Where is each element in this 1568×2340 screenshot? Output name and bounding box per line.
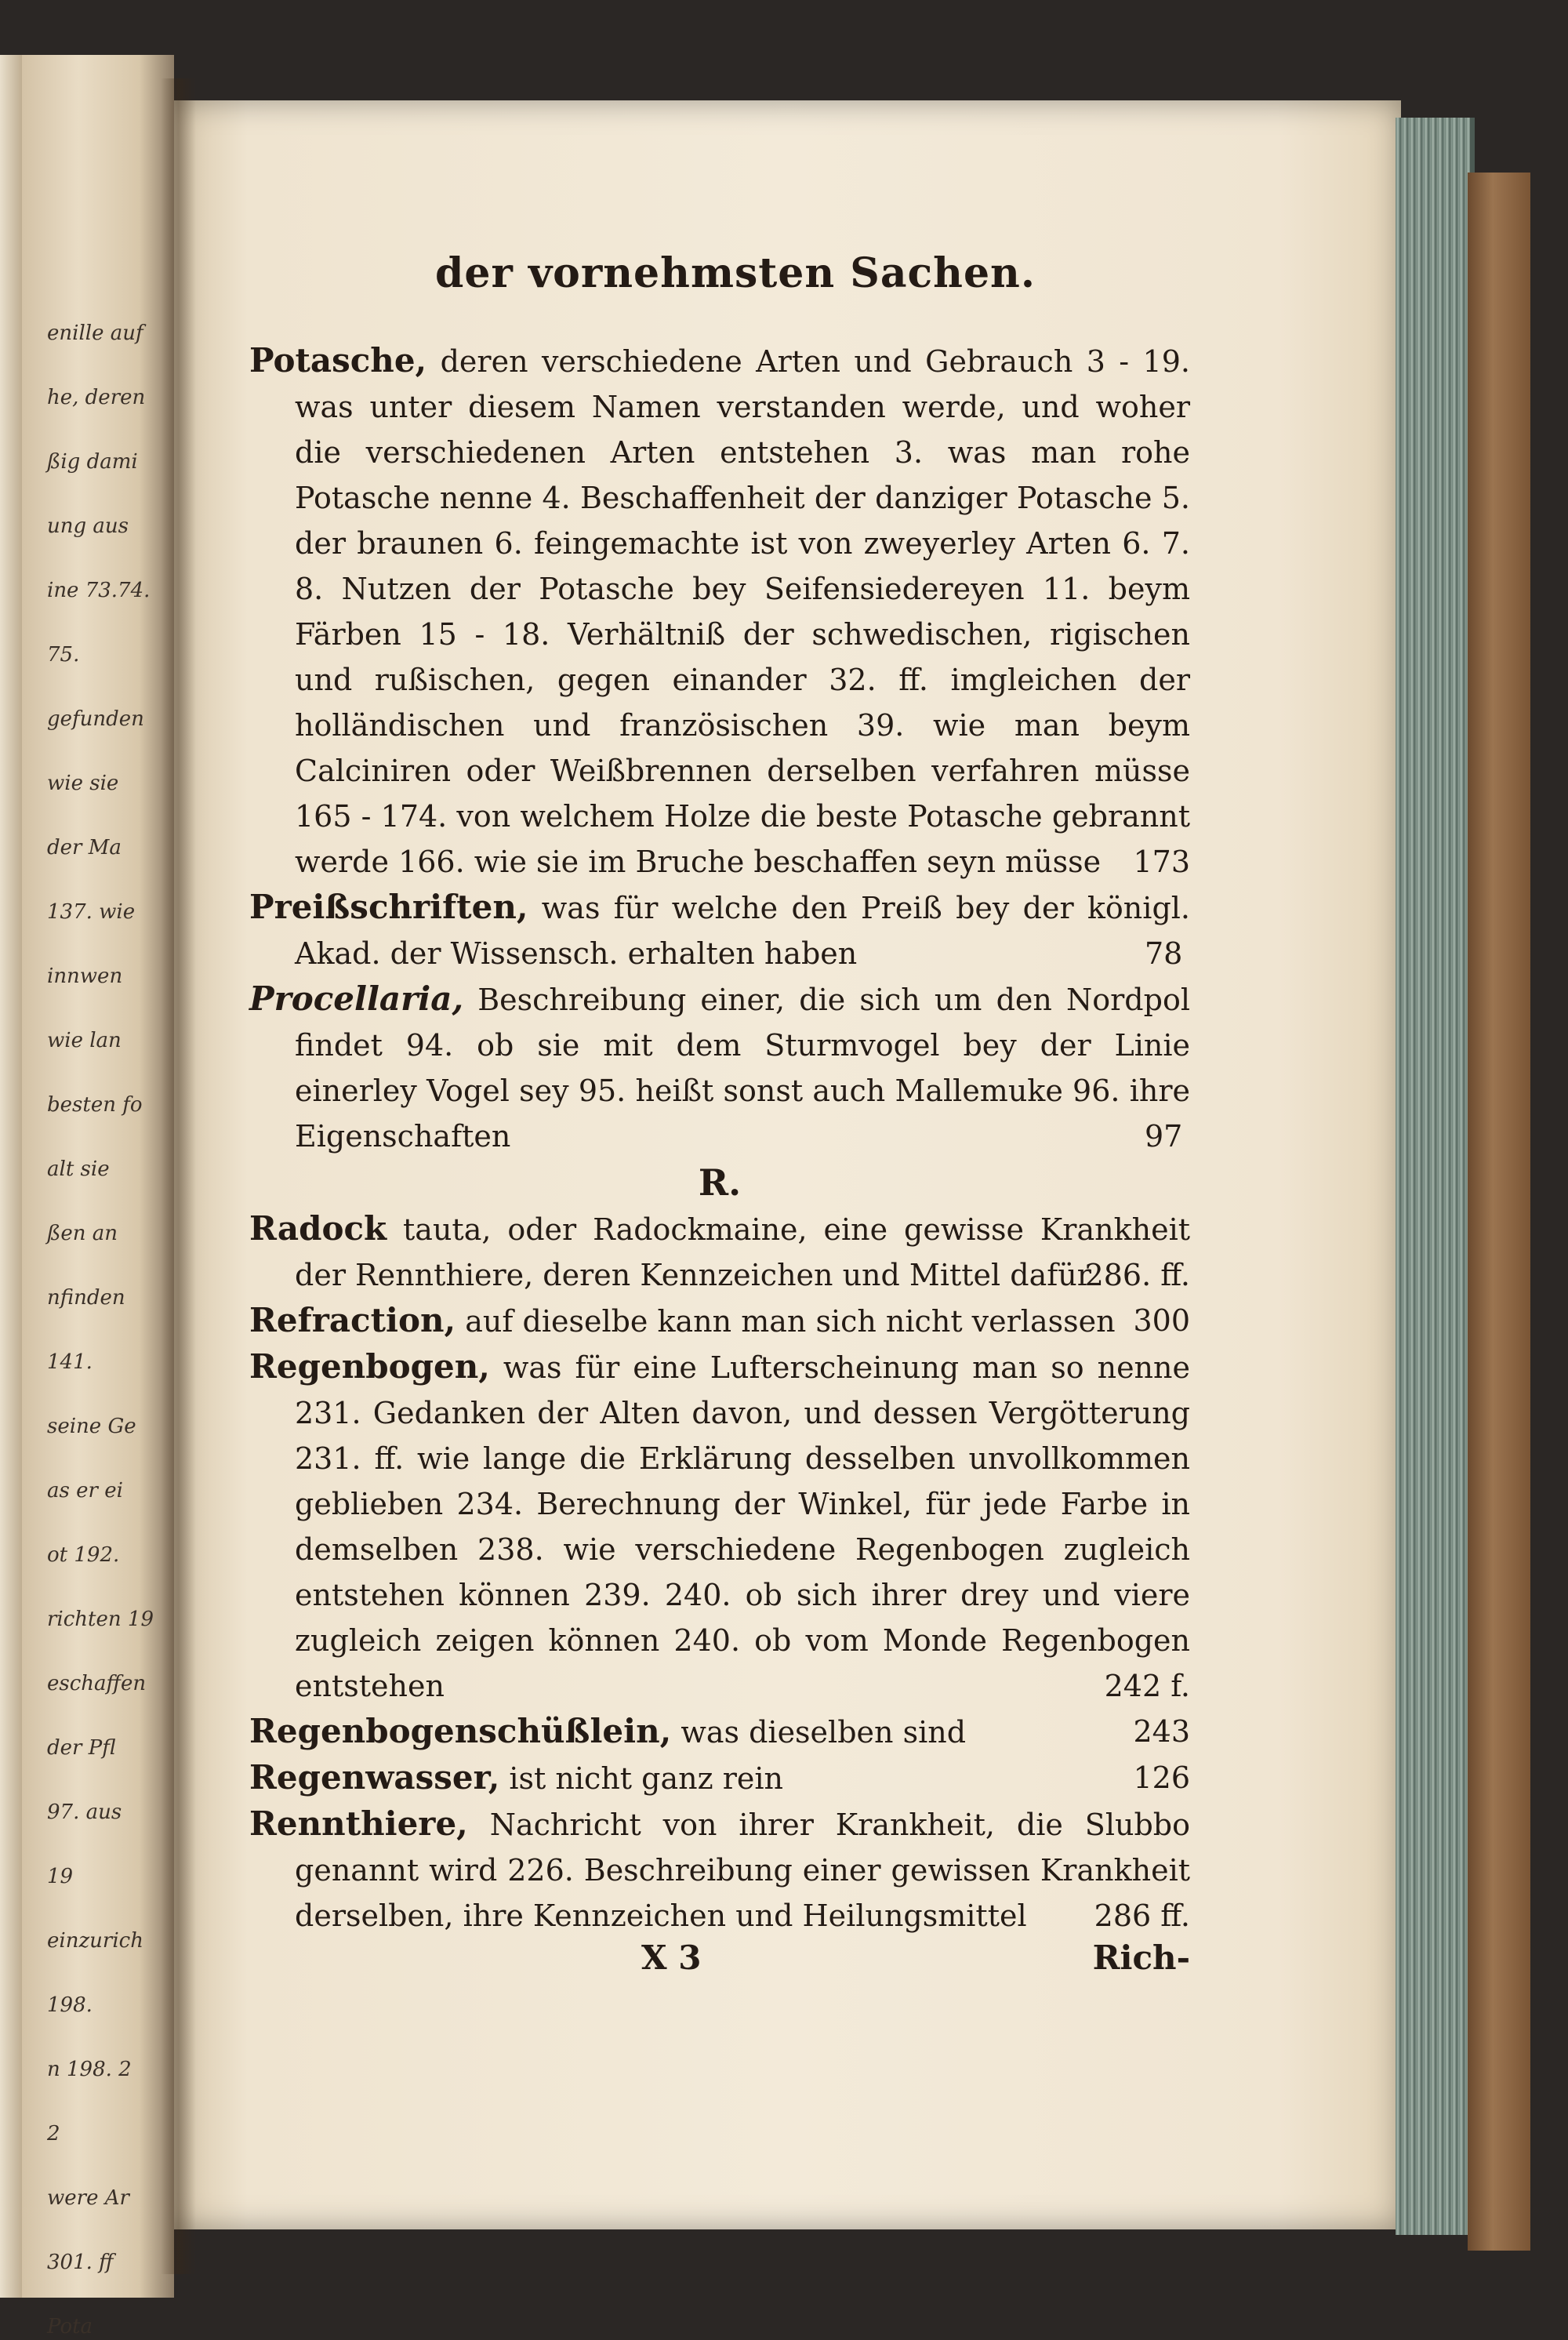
left-page-fragment: ine 73.74.: [47, 579, 151, 602]
entry-text: was dieselben sind: [671, 1715, 967, 1750]
gutter-shadow: [161, 78, 196, 2274]
left-page-fragment: besten fo: [47, 1093, 143, 1117]
entry-headword: Refraction,: [249, 1301, 456, 1339]
index-entries-p: [249, 338, 1190, 1159]
index-entry: [249, 1298, 1190, 1344]
left-page-fragment: wie sie: [47, 772, 119, 795]
section-letter: R.: [698, 1161, 742, 1204]
index-entry: [249, 1709, 1190, 1755]
left-page-fragment: 198.: [47, 1993, 93, 2017]
running-head: der vornehmsten Sachen.: [435, 249, 1036, 297]
left-page-fragment: 19: [47, 1865, 74, 1888]
left-page-fragment: gefunden: [47, 707, 144, 731]
left-page-fragment: ot 192.: [47, 1543, 120, 1567]
left-page: [0, 55, 174, 2338]
left-page-fragment: wie lan: [47, 1029, 122, 1052]
left-page-edge: [0, 55, 22, 2298]
index-entry: [249, 1755, 1190, 1801]
left-page-fragment: Pota: [47, 2315, 93, 2338]
entry-page-ref: 126: [1133, 1760, 1190, 1795]
left-page-fragment: ung aus: [47, 514, 129, 538]
left-page-fragment: alt sie: [47, 1157, 110, 1181]
entry-headword: Preißschriften,: [249, 888, 528, 926]
entry-text: Beschreibung einer, die sich um den Nordpol findet 94. ob sie mit dem Sturmvogel bey der Linie einerley Vogel sey 95. heißt sonst auch Mallemuke 96. ihre Eigenschaften: [295, 983, 1190, 1154]
entry-text: deren verschiedene Arten und Gebrauch 3 - 19. was unter diesem Namen verstanden werde, und woher die verschiedenen Arten entstehen 3. was man rohe Potasche nenne 4. Beschaffenheit der danziger Potasche 5. der braunen 6. feingemachte ist von zweyerley Arten 6. 7. 8. Nutzen der Potasche bey Seifensiedereyen 11. beym Färben 15 - 18. Verhältniß der schwedischen, rigischen und rußischen, gegen einander 32. ff. imgleichen der holländischen und französischen 39. wie man beym Calciniren oder Weißbrennen derselben verfahren müsse 165 - 174. von welchem Holze die beste Potasche gebrannt werde 166. wie sie im Bruche beschaffen seyn müsse: [295, 344, 1190, 879]
entry-text: was für eine Lufterscheinung man so nenne 231. Gedanken der Alten davon, und dessen Vergötterung 231. ff. wie lange die Erklärung desselben unvollkommen geblieben 234. Berechnung der Winkel, für jede Farbe in demselben 238. wie verschiedene Regenbogen zugleich entstehen können 239. 240. ob sich ihrer drey und viere zugleich zeigen können 240. ob vom Monde Regenbogen entstehen: [295, 1350, 1190, 1703]
left-page-fragment: einzurich: [47, 1929, 143, 1953]
entry-headword: Procellaria,: [249, 979, 464, 1018]
entry-headword: Regenbogenschüßlein,: [249, 1712, 672, 1750]
left-page-fragment: richten 19: [47, 1608, 154, 1631]
page-edges: [1396, 118, 1475, 2235]
signature-mark: X 3: [641, 1938, 702, 1977]
entry-headword: Radock: [249, 1209, 387, 1248]
entry-text: was für welche den Preiß bey der königl. Akad. der Wissensch. erhalten haben: [295, 891, 1190, 971]
entry-headword: Regenwasser,: [249, 1758, 500, 1797]
index-entry: [249, 1344, 1190, 1709]
entry-text: Nachricht von ihrer Krankheit, die Slubbo genannt wird 226. Beschreibung einer gewissen Krankheit derselben, ihre Kennzeichen und Heilungsmittel: [295, 1808, 1190, 1933]
entry-text: ist nicht ganz rein: [499, 1761, 783, 1796]
entry-headword: Potasche,: [249, 341, 427, 380]
index-entry: [249, 1801, 1190, 1938]
entry-text: tauta, oder Radockmaine, eine gewisse Krankheit der Rennthiere, deren Kennzeichen und Mittel dafür: [295, 1212, 1190, 1292]
index-entry: Preißschriften, was für welche den Preiß bey der königl. Akad. der Wissensch. erhalten haben 78: [249, 888, 1190, 971]
left-page-fragment: innwen: [47, 965, 123, 988]
left-page-fragment: 2: [47, 2122, 60, 2146]
left-page-fragment: 301. ff: [47, 2251, 114, 2274]
entry-headword: Rennthiere,: [249, 1804, 468, 1843]
left-page-fragment: 75.: [47, 643, 80, 667]
index-entries-r: [249, 1206, 1190, 1938]
index-entry: [249, 1206, 1190, 1298]
left-page-fragment: were Ar: [47, 2186, 129, 2210]
left-page-fragment: ßen an: [47, 1222, 118, 1245]
left-page-fragment: seine Ge: [47, 1415, 136, 1438]
index-entry: [249, 338, 1190, 885]
catchword: Rich-: [1092, 1938, 1190, 1977]
entry-page-ref: 286 ff.: [1094, 1899, 1190, 1933]
page-footer: [249, 1938, 1190, 1986]
left-page-fragment: eschaffen: [47, 1672, 147, 1695]
entry-page-ref: 173: [1133, 845, 1190, 879]
entry-page-ref: 300: [1133, 1303, 1190, 1338]
entry-page-ref: 243: [1133, 1714, 1190, 1749]
entry-page-ref: 242 f.: [1104, 1669, 1190, 1703]
index-entry: Procellaria, Beschreibung einer, die sich um den Nordpol findet 94. ob sie mit dem Sturmvogel bey der Linie einerley Vogel sey 95. heißt sonst auch Mallemuke 96. ihre Eigenschaften 97: [249, 979, 1190, 1154]
left-page-fragment: 97. aus: [47, 1800, 122, 1824]
left-page-fragment: der Pfl: [47, 1736, 116, 1760]
cover-board: [1468, 173, 1530, 2251]
left-page-fragment: he, deren: [47, 386, 146, 409]
entry-page-ref: 286. ff.: [1084, 1258, 1190, 1292]
left-page-fragment: n 198. 2: [47, 2058, 132, 2081]
left-page-fragment: as er ei: [47, 1479, 123, 1502]
entry-headword: Regenbogen,: [249, 1347, 490, 1386]
left-page-fragment: enille auf: [47, 322, 143, 345]
page-text: [249, 249, 1190, 1986]
left-page-fragment: 141.: [47, 1350, 93, 1374]
entry-text: auf dieselbe kann man sich nicht verlassen: [456, 1304, 1116, 1339]
left-page-fragment: 137. wie: [47, 900, 136, 924]
left-page-fragment: nfinden: [47, 1286, 125, 1310]
left-page-fragment: ßig dami: [47, 450, 138, 474]
left-page-fragment: der Ma: [47, 836, 122, 859]
